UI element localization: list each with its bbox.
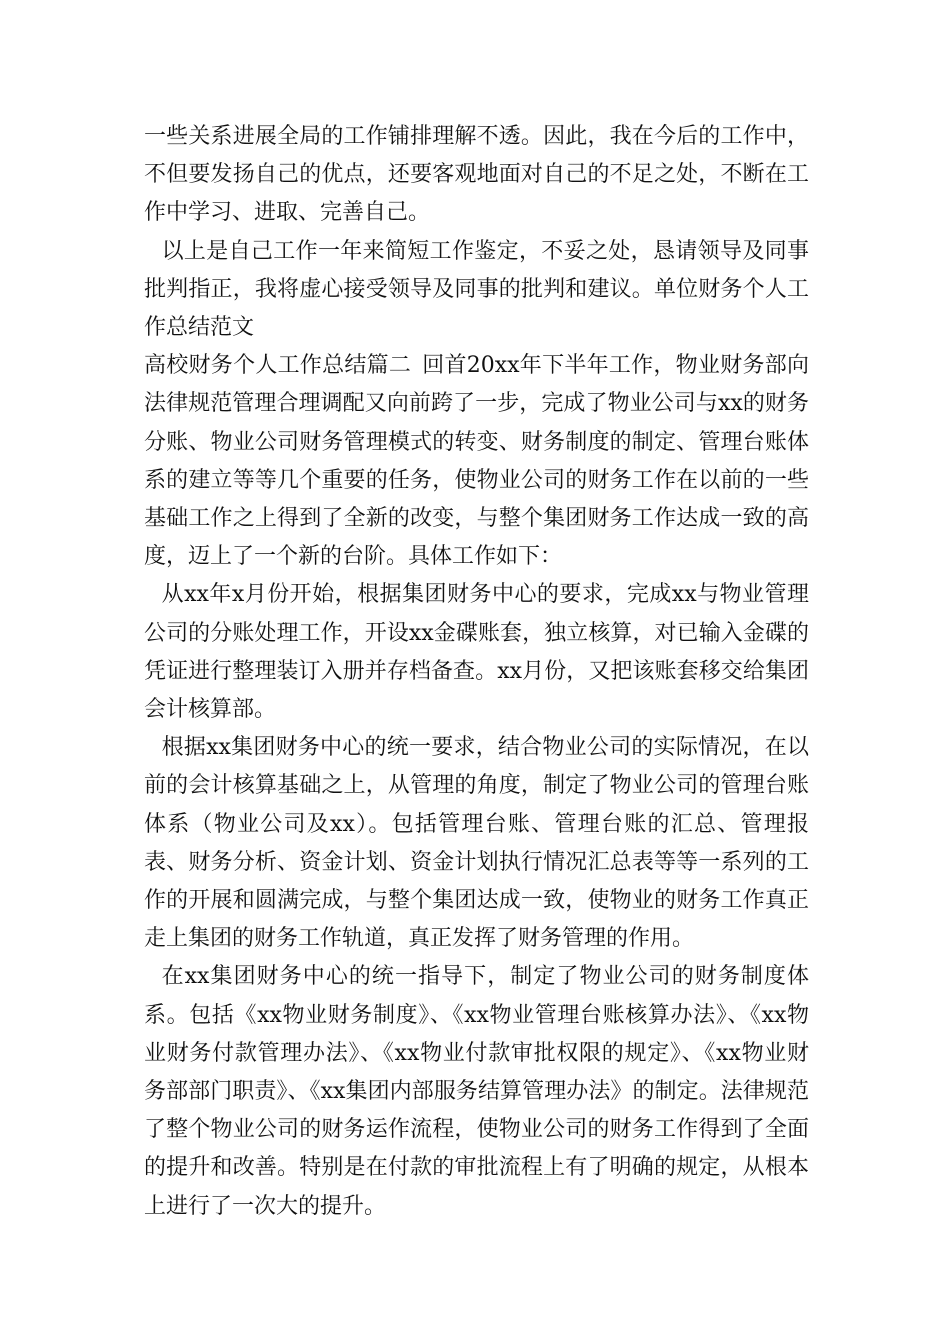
paragraph-2: 以上是自己工作一年来简短工作鉴定，不妥之处，恳请领导及同事批判指正，我将虚心接受领导及同事的批判和建议。单位财务个人工作总结范文 xyxy=(144,238,809,341)
paragraph-5: 根据xx集团财务中心的统一要求，结合物业公司的实际情况，在以前的会计核算基础之上，从管理的角度，制定了物业公司的管理台账体系（物业公司及xx）。包括管理台账、管理台账的汇总、管理报表、财务分析、资金计划、资金计划执行情况汇总表等等一系列的工作的开展和圆满完成，与整个集团达成一致，使物业的财务工作真正走上集团的财务工作轨道，真正发挥了财务管理的作用。 xyxy=(144,735,809,952)
paragraph-3 xyxy=(144,347,809,576)
section-heading: 高校财务个人工作总结篇二 xyxy=(144,353,412,379)
paragraph-6: 在xx集团财务中心的统一指导下，制定了物业公司的财务制度体系。包括《xx物业财务制度》、《xx物业管理台账核算办法》、《xx物业财务付款管理办法》、《xx物业付款审批权限的规定》、《xx物业财务部部门职责》、《xx集团内部服务结算管理办法》的制定。法律规范了整个物业公司的财务运作流程，使物业公司的财务工作得到了全面的提升和改善。特别是在付款的审批流程上有了明确的规定，从根本上进行了一次大的提升。 xyxy=(144,964,809,1219)
paragraph-4: 从xx年x月份开始，根据集团财务中心的要求，完成xx与物业管理公司的分账处理工作，开设xx金碟账套，独立核算，对已输入金碟的凭证进行整理装订入册并存档备查。xx月份，又把该账套移交给集团会计核算部。 xyxy=(144,582,809,723)
paragraph-3-text: 回首20xx年下半年工作，物业财务部向法律规范管理合理调配又向前跨了一步，完成了物业公司与xx的财务分账、物业公司财务管理模式的转变、财务制度的制定、管理台账体系的建立等等几个重要的任务，使物业公司的财务工作在以前的一些基础工作之上得到了全新的改变，与整个集团财务工作达成一致的高度，迈上了一个新的台阶。具体工作如下： xyxy=(144,353,809,570)
document-body xyxy=(144,118,809,1226)
paragraph-1: 一些关系进展全局的工作铺排理解不透。因此，我在今后的工作中，不但要发扬自己的优点，还要客观地面对自己的不足之处，不断在工作中学习、进取、完善自己。 xyxy=(144,124,809,226)
